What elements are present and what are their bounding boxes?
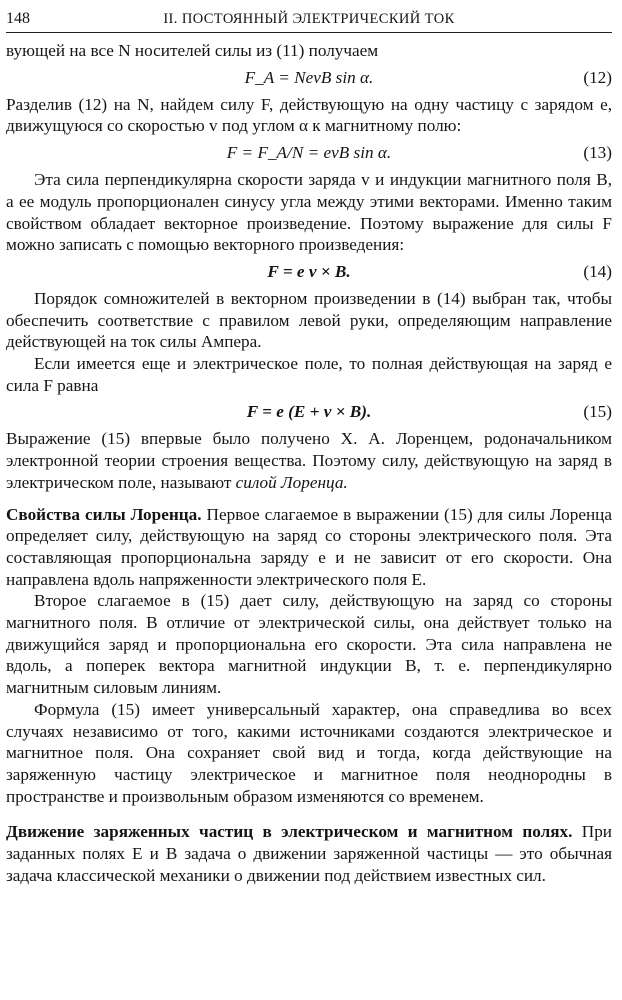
equation-15-number: (15)	[583, 402, 612, 422]
paragraph-7: Второе слагаемое в (15) дает силу, действующую на заряд со стороны магнитного поля. В отличие от электрической силы, она действует только на движущийся заряд и пропорциональна его скорости. Эта сила направлена не вдоль, а поперек вектора магнитной индукции B, т. е. перпендикулярно магнитным силовым линиям.	[6, 591, 612, 698]
paragraph-3: Эта сила перпендикулярна скорости заряда v и индукции магнитного поля B, а ее модуль пропорционален синусу угла между этими векторами. Именно таким свойством обладает векторное произведение. Поэтому выражение для силы F можно записать с помощью векторного произведения:	[6, 170, 612, 255]
section-heading-charged-particle-motion: Движение заряженных частиц в электрическом и магнитном полях.	[6, 822, 573, 842]
equation-14	[6, 256, 612, 288]
equation-13	[6, 137, 612, 169]
paragraph-8: Формула (15) имеет универсальный характер, она справедлива во всех случаях независимо от того, какими источниками создаются электрическое и магнитное поля. Она сохраняет свой вид и тогда, когда действующие на заряженную частицу электрическое и магнитное поля неоднородны в пространстве и произвольным образом изменяются со временем.	[6, 699, 612, 806]
page-header	[6, 8, 612, 33]
section-heading-lorentz-properties: Свойства силы Лоренца.	[6, 504, 202, 524]
equation-12-number: (12)	[583, 67, 612, 87]
paragraph-6	[6, 428, 612, 493]
section-lorentz-properties-text: Первое слагаемое в выражении (15) для силы Лоренца определяет силу, действующую на заряд со стороны электрического поля. Эта составляющая пропорциональна заряду e и не зависит от его скорости. Она направлена вдоль напряженности электрического поля E.	[6, 504, 612, 589]
equation-15-formula: F = e (E + v × B).	[246, 402, 372, 422]
equation-12-formula: F_A = NevB sin α.	[244, 67, 374, 87]
equation-13-formula: F = F_A/N = evB sin α.	[226, 143, 392, 163]
section-charged-particle-motion	[6, 821, 612, 886]
equation-14-number: (14)	[583, 261, 612, 281]
running-title: II. ПОСТОЯННЫЙ ЭЛЕКТРИЧЕСКИЙ ТОК	[163, 11, 455, 27]
paragraph-5: Если имеется еще и электрическое поле, то полная действующая на заряд e сила F равна	[6, 354, 612, 395]
paragraph-4: Порядок сомножителей в векторном произведении в (14) выбран так, чтобы обеспечить соответствие с правилом левой руки, определяющим направление действующей на ток силы Ампера.	[6, 288, 612, 352]
section-gap	[6, 807, 612, 821]
section-gap	[6, 494, 612, 504]
equation-15	[6, 396, 612, 428]
lorentz-force-term: силой Лоренца.	[235, 472, 348, 492]
paragraph-1: вующей на все N носителей силы из (11) получаем	[6, 41, 379, 60]
paragraph-6-text: Выражение (15) впервые было получено Х. А. Лоренцем, родоначальником электронной теории строения вещества. Поэтому силу, действующую на заряд в электрическом поле, называют	[6, 429, 612, 492]
section-lorentz-properties	[6, 504, 612, 591]
section-charged-particle-motion-text: При заданных полях E и B задача о движении заряженной частицы — это обычная задача классической механики о движении под действием известных сил.	[6, 822, 612, 885]
equation-14-formula: F = e v × B.	[267, 261, 351, 281]
paragraph-2: Разделив (12) на N, найдем силу F, действующую на одну частицу с зарядом e, движущуюся со скоростью v под углом α к магнитному полю:	[6, 94, 612, 136]
page-body	[6, 40, 612, 887]
equation-12	[6, 62, 612, 94]
equation-13-number: (13)	[583, 143, 612, 163]
page-number: 148	[6, 10, 30, 27]
